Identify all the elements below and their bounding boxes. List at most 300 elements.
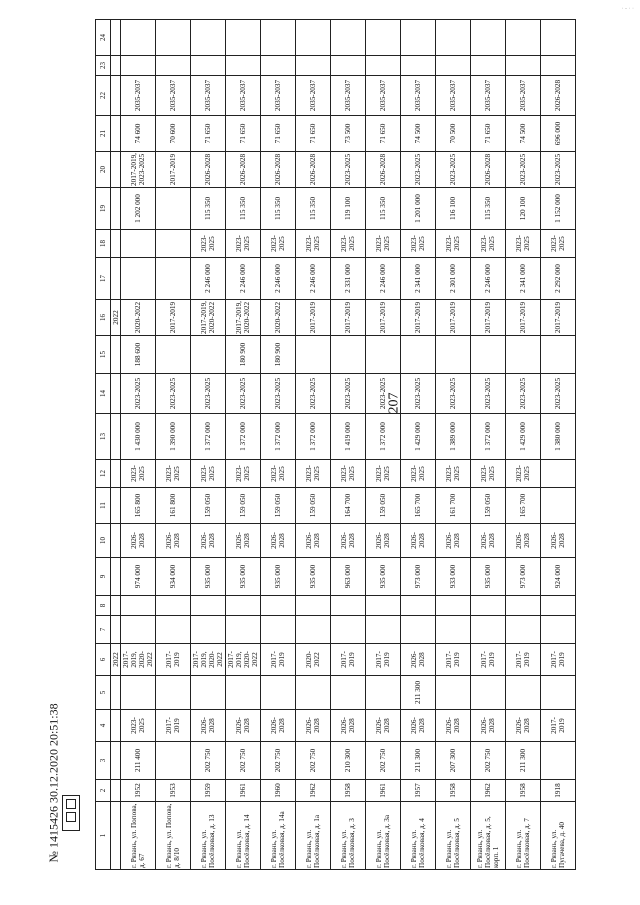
table-cell: 2023-2025 [191, 460, 226, 488]
table-cell: 2023-2025 [436, 460, 471, 488]
table-cell: 2026-2028 [296, 710, 331, 742]
table-cell [401, 596, 436, 616]
table-row [401, 20, 436, 870]
table-cell [506, 56, 541, 76]
table-cell: 159 050 [471, 488, 506, 524]
table-cell [111, 116, 121, 152]
table-cell [111, 76, 121, 116]
table-cell: 2017-2019 [401, 300, 436, 336]
table-cell [226, 676, 261, 710]
table-cell: 74 600 [121, 116, 156, 152]
table-cell: 2023-2025 [191, 230, 226, 258]
table-cell [121, 230, 156, 258]
table-cell: 2023-2025 [226, 230, 261, 258]
table-cell [296, 596, 331, 616]
table-cell [506, 20, 541, 56]
table-cell: 2026-2028 [541, 524, 576, 558]
table-cell [111, 616, 121, 644]
table-cell [191, 336, 226, 374]
table-cell [366, 676, 401, 710]
table-cell: 2026-2028 [156, 524, 191, 558]
table-cell: 2023-2025 [156, 460, 191, 488]
table-cell: 71 650 [471, 116, 506, 152]
table-cell: 2017-2019 [156, 710, 191, 742]
table-subheader-row [111, 20, 121, 870]
table-cell: 2026-2028 [541, 76, 576, 116]
table-cell: 935 000 [366, 558, 401, 596]
table-cell: 115 350 [226, 188, 261, 230]
table-cell [401, 616, 436, 644]
document-stamp-text: № 1415426 30.12.2020 20:51:38 [46, 703, 61, 863]
table-cell [111, 710, 121, 742]
table-cell: 2017-2019 [366, 644, 401, 676]
table-cell: 2026-2028 [191, 152, 226, 188]
table-cell: 2026-2028 [401, 710, 436, 742]
table-cell [366, 20, 401, 56]
table-cell: 2035-2037 [436, 76, 471, 116]
table-cell [121, 616, 156, 644]
table-cell: 115 350 [296, 188, 331, 230]
table-cell [226, 56, 261, 76]
table-cell: г. Рязань, ул. Посёлковая, д. 1а [296, 802, 331, 870]
table-cell: 180 900 [226, 336, 261, 374]
table-cell [436, 56, 471, 76]
table-cell: 1953 [156, 780, 191, 802]
table-cell: 2023-2025 [401, 230, 436, 258]
table-cell: 2017-2019 [331, 300, 366, 336]
table-cell [121, 596, 156, 616]
table-cell [401, 56, 436, 76]
table-cell: 2017-2019 [471, 644, 506, 676]
table-cell: 2020-2022 [296, 644, 331, 676]
table-cell: 2026-2028 [506, 710, 541, 742]
table-cell: 2023-2025 [506, 230, 541, 258]
table-cell [471, 20, 506, 56]
table-cell [366, 336, 401, 374]
table-cell: 180 900 [261, 336, 296, 374]
table-cell [331, 336, 366, 374]
table-cell [436, 596, 471, 616]
table-cell: 10 [96, 524, 111, 558]
table-cell [111, 336, 121, 374]
table-cell: 188 600 [121, 336, 156, 374]
table-cell: 1961 [366, 780, 401, 802]
table-cell: 71 650 [261, 116, 296, 152]
table-cell: 2023-2025 [436, 374, 471, 414]
table-cell: 211 300 [401, 742, 436, 780]
table-cell: 1957 [401, 780, 436, 802]
table-cell: 9 [96, 558, 111, 596]
table-cell: 21 [96, 116, 111, 152]
table-cell [331, 676, 366, 710]
table-cell: 159 050 [296, 488, 331, 524]
table-cell: 2026-2028 [471, 152, 506, 188]
table-cell: 1958 [331, 780, 366, 802]
table-cell: 2023-2025 [471, 230, 506, 258]
table-cell [366, 616, 401, 644]
table-cell [121, 258, 156, 300]
table-cell [111, 20, 121, 56]
table-cell: 2023-2025 [506, 152, 541, 188]
table-cell [111, 558, 121, 596]
table-row [541, 20, 576, 870]
table-cell: 2026-2028 [471, 524, 506, 558]
table-cell: г. Рязань, ул. Посёлковая, д. 7 [506, 802, 541, 870]
table-cell: 2023-2025 [471, 374, 506, 414]
table-cell [331, 56, 366, 76]
table-cell: 74 500 [506, 116, 541, 152]
table-cell [506, 616, 541, 644]
table-cell [471, 336, 506, 374]
table-cell: 70 500 [436, 116, 471, 152]
table-cell: 2023-2025 [541, 152, 576, 188]
certificate-stamp-icon [62, 795, 80, 831]
table-cell: 159 050 [261, 488, 296, 524]
table-cell: 2026-2028 [261, 710, 296, 742]
table-cell: 2023-2025 [331, 374, 366, 414]
table-cell: 159 050 [191, 488, 226, 524]
table-cell: 2017-2019, 2020-2022 [191, 644, 226, 676]
table-cell: 73 500 [331, 116, 366, 152]
table-cell: 14 [96, 374, 111, 414]
table-cell: 1 429 000 [506, 414, 541, 460]
table-cell: 2 [96, 780, 111, 802]
table-cell [156, 616, 191, 644]
rotated-table-container [95, 30, 640, 870]
table-cell: 2023-2025 [261, 460, 296, 488]
table-cell [226, 616, 261, 644]
table-cell [156, 230, 191, 258]
table-cell: 2023-2025 [401, 374, 436, 414]
table-cell: 2023-2025 [401, 460, 436, 488]
table-cell: 1 372 000 [471, 414, 506, 460]
table-cell: 2023-2025 [541, 374, 576, 414]
table-cell: 202 750 [226, 742, 261, 780]
table-cell [261, 596, 296, 616]
table-cell [156, 676, 191, 710]
table-cell: 2023-2025 [121, 710, 156, 742]
table-cell: 2023-2025 [541, 230, 576, 258]
table-cell: 202 750 [471, 742, 506, 780]
table-cell: 2017-2019 [156, 644, 191, 676]
table-cell: 2 341 000 [401, 258, 436, 300]
table-cell: 20 [96, 152, 111, 188]
table-cell: 165 700 [506, 488, 541, 524]
table-cell [471, 56, 506, 76]
table-cell: 211 300 [401, 676, 436, 710]
table-cell [191, 596, 226, 616]
table-cell: 2023-2025 [331, 152, 366, 188]
table-cell: 24 [96, 20, 111, 56]
table-cell: 2023-2025 [401, 152, 436, 188]
table-cell: 2022 [111, 300, 121, 336]
table-cell: 935 000 [471, 558, 506, 596]
table-cell: 2035-2037 [401, 76, 436, 116]
table-cell [436, 676, 471, 710]
table-cell: 2035-2037 [121, 76, 156, 116]
table-cell: 2026-2028 [261, 524, 296, 558]
table-cell: 2023-2025 [261, 230, 296, 258]
table-cell: г. Рязань, ул. Посёлковая, д. 14 [226, 802, 261, 870]
table-cell [541, 742, 576, 780]
table-cell [331, 616, 366, 644]
table-cell: 2 246 000 [366, 258, 401, 300]
table-cell: 1 430 000 [121, 414, 156, 460]
table-row [121, 20, 156, 870]
table-cell [111, 488, 121, 524]
table-cell: 2023-2025 [436, 230, 471, 258]
table-cell [111, 152, 121, 188]
table-cell: 2035-2037 [366, 76, 401, 116]
table-cell: 2 331 000 [331, 258, 366, 300]
table-cell [111, 188, 121, 230]
table-cell: 1 372 000 [226, 414, 261, 460]
table-cell: 2017-2019, 2020-2022 [226, 644, 261, 676]
table-cell [296, 676, 331, 710]
table-cell [296, 20, 331, 56]
table-cell: 973 000 [401, 558, 436, 596]
table-cell: 211 400 [121, 742, 156, 780]
table-cell: 202 750 [191, 742, 226, 780]
table-cell [296, 56, 331, 76]
table-cell: 2026-2028 [436, 524, 471, 558]
table-cell [111, 56, 121, 76]
table-cell: 2017-2019, 2023-2025 [121, 152, 156, 188]
table-cell: 974 000 [121, 558, 156, 596]
table-cell [506, 676, 541, 710]
table-cell [111, 676, 121, 710]
table-cell: 19 [96, 188, 111, 230]
table-cell: 2017-2019 [331, 644, 366, 676]
table-cell: 2 341 000 [506, 258, 541, 300]
table-cell: 12 [96, 460, 111, 488]
table-cell: 2023-2025 [506, 460, 541, 488]
table-cell: 2023-2025 [226, 460, 261, 488]
table-cell: 2017-2019 [156, 152, 191, 188]
table-cell: 2017-2019 [541, 644, 576, 676]
table-cell [401, 336, 436, 374]
table-cell: 159 050 [366, 488, 401, 524]
table-cell: 13 [96, 414, 111, 460]
table-row [261, 20, 296, 870]
table-cell [541, 488, 576, 524]
table-cell: 2026-2028 [226, 152, 261, 188]
table-row [226, 20, 261, 870]
table-cell: 2026-2028 [226, 524, 261, 558]
table-cell: 115 350 [366, 188, 401, 230]
table-cell: 2022 [111, 644, 121, 676]
table-cell: 2023-2025 [156, 374, 191, 414]
table-cell: 2023-2025 [366, 374, 401, 414]
table-cell: 1 372 000 [366, 414, 401, 460]
table-cell [156, 56, 191, 76]
table-cell: 2035-2037 [471, 76, 506, 116]
table-row [156, 20, 191, 870]
table-cell: 2026-2028 [191, 524, 226, 558]
table-cell: 2026-2028 [471, 710, 506, 742]
table-cell: 2 292 000 [541, 258, 576, 300]
table-cell: 2026-2028 [366, 152, 401, 188]
table-cell [541, 596, 576, 616]
table-cell: 4 [96, 710, 111, 742]
table-cell: 5 [96, 676, 111, 710]
table-cell: 2035-2037 [226, 76, 261, 116]
footer-stamp-area [22, 595, 80, 895]
table-cell [111, 258, 121, 300]
table-cell [541, 616, 576, 644]
table-cell: 2026-2028 [366, 710, 401, 742]
table-cell [111, 524, 121, 558]
table-cell: 2 301 000 [436, 258, 471, 300]
table-cell: 2026-2028 [121, 524, 156, 558]
table-cell [156, 596, 191, 616]
table-cell [541, 56, 576, 76]
table-cell: 2026-2028 [506, 524, 541, 558]
table-cell [436, 336, 471, 374]
table-cell: 1 429 000 [401, 414, 436, 460]
table-cell: 2026-2028 [401, 524, 436, 558]
table-cell: г. Рязань, ул. Посёлковая, д. 4 [401, 802, 436, 870]
table-cell [226, 20, 261, 56]
table-cell: 1962 [296, 780, 331, 802]
table-row [191, 20, 226, 870]
table-cell: 2017-2019 [156, 300, 191, 336]
table-cell: 115 350 [471, 188, 506, 230]
table-cell: 1 [96, 802, 111, 870]
table-cell: 1 372 000 [296, 414, 331, 460]
table-cell [111, 230, 121, 258]
table-cell [296, 616, 331, 644]
table-header-row [96, 20, 111, 870]
table-cell: 2 246 000 [471, 258, 506, 300]
table-cell: 2026-2028 [436, 710, 471, 742]
table-cell [121, 56, 156, 76]
table-cell: 1 152 000 [541, 188, 576, 230]
table-cell [541, 336, 576, 374]
table-cell: 2035-2037 [296, 76, 331, 116]
table-cell: 16 [96, 300, 111, 336]
table-cell: 2026-2028 [226, 710, 261, 742]
page-number: 207 [386, 392, 402, 414]
table-cell: 2026-2028 [331, 524, 366, 558]
table-cell: 696 000 [541, 116, 576, 152]
table-cell: 23 [96, 56, 111, 76]
table-cell: 2026-2028 [331, 710, 366, 742]
table-row [436, 20, 471, 870]
table-cell: 2017-2019 [506, 644, 541, 676]
table-cell [111, 802, 121, 870]
table-cell: 159 050 [226, 488, 261, 524]
table-cell: 1 419 000 [331, 414, 366, 460]
table-cell: 924 000 [541, 558, 576, 596]
table-cell: 2023-2025 [261, 374, 296, 414]
table-cell: 2017-2019, 2020-2022 [121, 644, 156, 676]
table-cell: 2023-2025 [226, 374, 261, 414]
table-cell: 1 390 000 [156, 414, 191, 460]
table-cell: 1 202 000 [121, 188, 156, 230]
table-cell: 161 700 [436, 488, 471, 524]
table-cell: 2035-2037 [156, 76, 191, 116]
table-cell [191, 20, 226, 56]
table-row [366, 20, 401, 870]
table-cell [541, 676, 576, 710]
table-cell [111, 414, 121, 460]
table-cell: 2035-2037 [191, 76, 226, 116]
table-cell: 2017-2019 [541, 300, 576, 336]
table-cell [261, 20, 296, 56]
table-cell: 165 800 [121, 488, 156, 524]
table-cell [156, 742, 191, 780]
table-region [95, 30, 640, 870]
table-cell: 2017-2019 [261, 644, 296, 676]
table-cell [226, 596, 261, 616]
table-cell [366, 56, 401, 76]
table-cell: 1952 [121, 780, 156, 802]
table-cell: 935 000 [191, 558, 226, 596]
table-cell [541, 460, 576, 488]
table-cell: 2017-2019, 2020-2022 [191, 300, 226, 336]
table-cell: 120 100 [506, 188, 541, 230]
table-cell: 202 750 [261, 742, 296, 780]
table-cell: 2026-2028 [296, 524, 331, 558]
table-cell: 2 246 000 [296, 258, 331, 300]
table-cell [156, 336, 191, 374]
corner-mark: · - · · [621, 6, 634, 12]
table-cell: 2017-2019 [471, 300, 506, 336]
table-cell: 2017-2019, 2020-2022 [226, 300, 261, 336]
table-cell: 207 300 [436, 742, 471, 780]
table-cell: 2023-2025 [296, 230, 331, 258]
table-cell [436, 20, 471, 56]
table-cell: 2020-2022 [121, 300, 156, 336]
table-cell: 1 201 000 [401, 188, 436, 230]
table-cell: 116 100 [436, 188, 471, 230]
table-cell: 8 [96, 596, 111, 616]
table-cell [111, 780, 121, 802]
table-cell: 2035-2037 [331, 76, 366, 116]
table-cell: 2026-2028 [401, 644, 436, 676]
table-cell: 115 350 [191, 188, 226, 230]
table-cell: 11 [96, 488, 111, 524]
table-cell: 2017-2019 [541, 710, 576, 742]
table-cell: 963 000 [331, 558, 366, 596]
table-cell: 1959 [191, 780, 226, 802]
table-cell: 1 372 000 [191, 414, 226, 460]
table-cell: г. Рязань, ул. Посёлковая, д. 5, корп. 1 [471, 802, 506, 870]
table-cell: 2023-2025 [506, 374, 541, 414]
table-cell: 3 [96, 742, 111, 780]
table-cell: 1961 [226, 780, 261, 802]
table-cell: 1 389 000 [436, 414, 471, 460]
table-row [471, 20, 506, 870]
table-cell: 119 100 [331, 188, 366, 230]
table-cell: г. Рязань, ул. Посёлковая, д. 13 [191, 802, 226, 870]
table-cell: г. Рязань, ул. Попова, д. 8/10 [156, 802, 191, 870]
table-cell [156, 258, 191, 300]
table-cell: 2017-2019 [436, 300, 471, 336]
table-cell [401, 20, 436, 56]
table-cell: 1 372 000 [261, 414, 296, 460]
table-row [331, 20, 366, 870]
table-cell: г. Рязань, ул. Пугачева, д. 40 [541, 802, 576, 870]
table-cell [331, 20, 366, 56]
table-cell: 2023-2025 [121, 460, 156, 488]
table-cell: 74 500 [401, 116, 436, 152]
table-cell: 973 000 [506, 558, 541, 596]
table-cell: 934 000 [156, 558, 191, 596]
table-cell: г. Рязань, ул. Посёлковая, д. 14а [261, 802, 296, 870]
table-cell: 2017-2019 [506, 300, 541, 336]
